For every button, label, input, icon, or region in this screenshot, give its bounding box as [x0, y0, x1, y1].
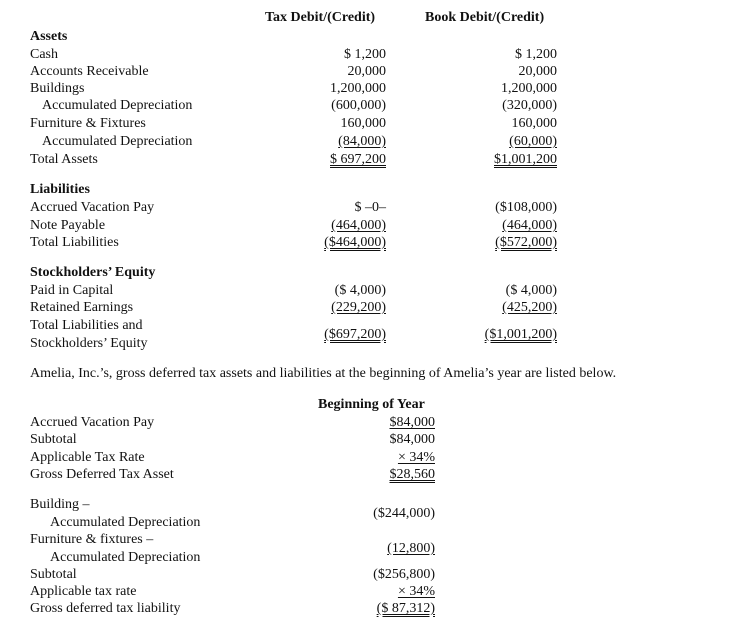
row-label: Accounts Receivable — [30, 64, 149, 79]
beginning-value: × 34% — [397, 450, 435, 465]
tax-value: (84,000) — [338, 134, 386, 149]
beginning-value: $84,000 — [389, 415, 435, 430]
row-label: Accrued Vacation Pay — [30, 415, 155, 430]
tax-value: 1,200,000 — [330, 81, 386, 96]
total-liabilities-label: Total Liabilities — [30, 235, 119, 250]
total-assets-tax: $ 697,200 — [330, 152, 386, 167]
total-equity-book: ($1,001,200) — [484, 327, 557, 342]
row-label: Accumulated Depreciation — [50, 550, 201, 565]
total-equity-label-line2: Stockholders’ Equity — [30, 336, 148, 351]
gross-deferred-tax-liability-value: ($ 87,312) — [376, 601, 435, 616]
beginning-value: ($256,800) — [373, 567, 435, 582]
total-equity-tax: ($697,200) — [324, 327, 386, 342]
row-label: Buildings — [30, 81, 85, 96]
row-label: Accumulated Depreciation — [42, 134, 193, 149]
row-label: Building – — [30, 497, 90, 512]
row-label: Accumulated Depreciation — [42, 98, 193, 113]
book-value: 160,000 — [511, 116, 557, 131]
row-label: Gross deferred tax liability — [30, 601, 181, 616]
total-equity-label-line1: Total Liabilities and — [30, 318, 143, 333]
book-value: (60,000) — [509, 134, 557, 149]
beginning-value: (12,800) — [387, 541, 435, 556]
row-label: Accumulated Depreciation — [50, 515, 201, 530]
tax-value: (464,000) — [331, 218, 386, 233]
row-label: Cash — [30, 47, 58, 62]
tax-value: 160,000 — [340, 116, 386, 131]
row-label: Furniture & Fixtures — [30, 116, 146, 131]
row-label: Note Payable — [30, 218, 106, 233]
total-liabilities-tax: ($464,000) — [324, 235, 386, 250]
row-label: Furniture & fixtures – — [30, 532, 154, 547]
gross-deferred-tax-asset-value: $28,560 — [389, 467, 435, 482]
book-value: (425,200) — [502, 300, 557, 315]
tax-value: $ –0– — [354, 200, 386, 215]
liabilities-heading: Liabilities — [30, 182, 90, 197]
tax-value: 20,000 — [347, 64, 386, 79]
row-label: Accrued Vacation Pay — [30, 200, 155, 215]
book-value: ($ 4,000) — [505, 283, 557, 298]
beginning-value: $84,000 — [389, 432, 435, 447]
beginning-of-year-header: Beginning of Year — [318, 397, 425, 412]
book-value: ($108,000) — [495, 200, 557, 215]
beginning-value: × 34% — [397, 584, 435, 599]
book-value: (320,000) — [502, 98, 557, 113]
row-label: Gross Deferred Tax Asset — [30, 467, 174, 482]
row-label: Applicable Tax Rate — [30, 450, 145, 465]
intro-paragraph: Amelia, Inc.’s, gross deferred tax assets and liabilities at the beginning of Amelia’s year are listed below. — [30, 366, 617, 381]
tax-value: ($ 4,000) — [334, 283, 386, 298]
book-column-header: Book Debit/(Credit) — [425, 10, 545, 25]
row-label: Paid in Capital — [30, 283, 114, 298]
tax-column-header: Tax Debit/(Credit) — [265, 10, 376, 25]
total-assets-label: Total Assets — [30, 152, 98, 167]
beginning-value: ($244,000) — [373, 506, 435, 521]
total-assets-book: $1,001,200 — [494, 152, 557, 167]
tax-value: (600,000) — [331, 98, 386, 113]
tax-value: (229,200) — [331, 300, 386, 315]
book-value: 20,000 — [518, 64, 557, 79]
row-label: Subtotal — [30, 432, 77, 447]
row-label: Applicable tax rate — [30, 584, 137, 599]
book-value: $ 1,200 — [515, 47, 557, 62]
tax-value: $ 1,200 — [344, 47, 386, 62]
row-label: Subtotal — [30, 567, 77, 582]
assets-heading: Assets — [30, 29, 68, 44]
equity-heading: Stockholders’ Equity — [30, 265, 156, 280]
row-label: Retained Earnings — [30, 300, 134, 315]
total-liabilities-book: ($572,000) — [495, 235, 557, 250]
book-value: (464,000) — [502, 218, 557, 233]
book-value: 1,200,000 — [501, 81, 557, 96]
